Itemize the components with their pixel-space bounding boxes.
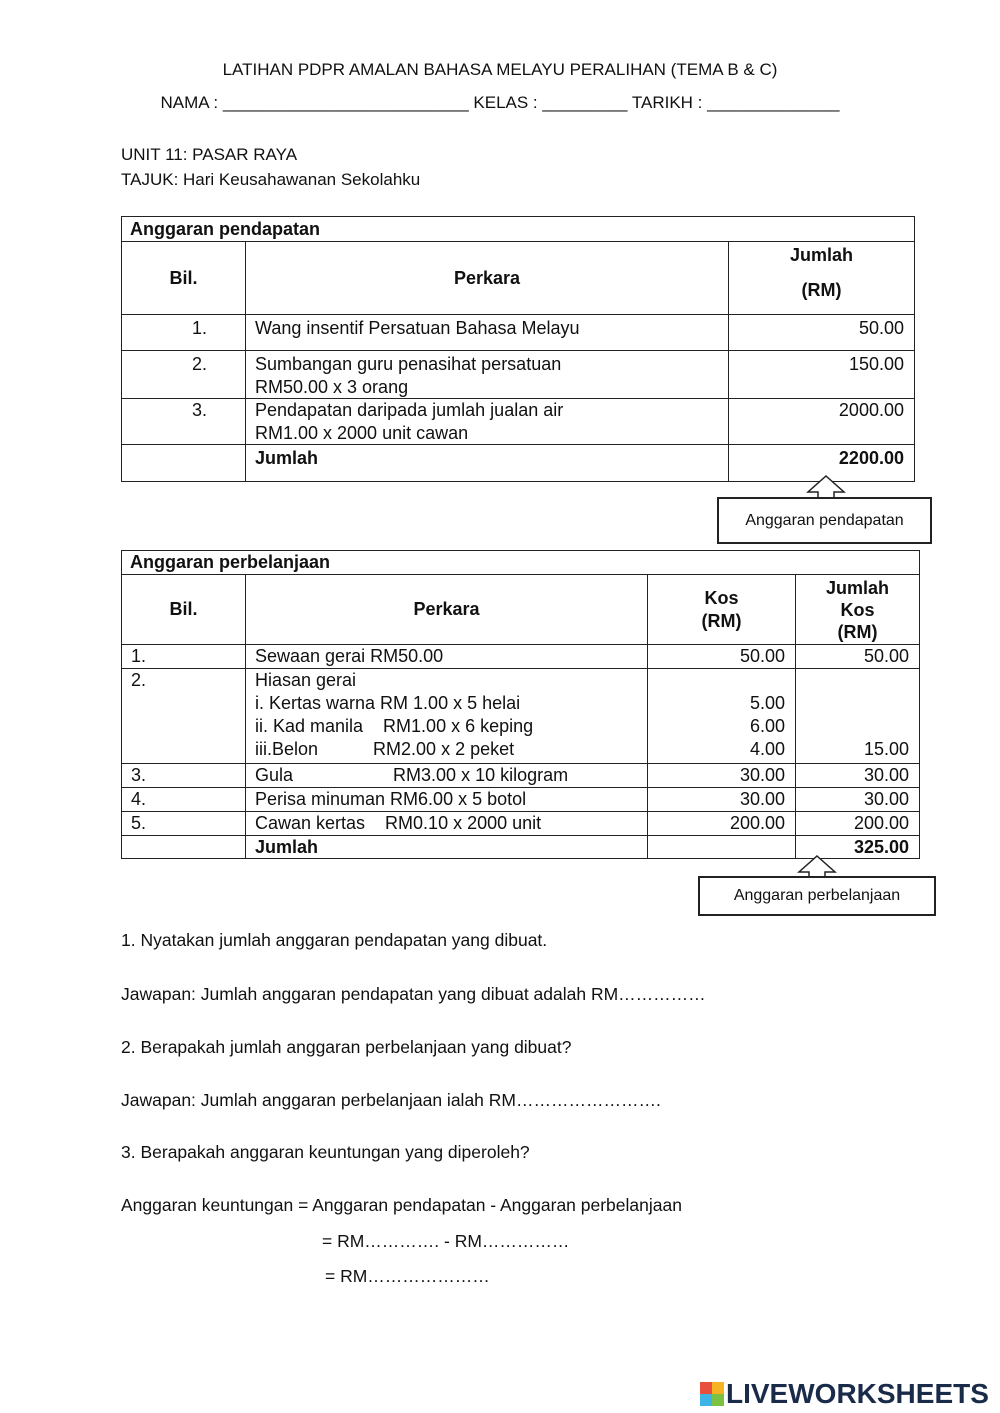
expense-row-1-kos: 50.00 [647,644,796,669]
expense-row-3-kos: 30.00 [647,763,796,788]
income-header-jumlah-line1: Jumlah [789,245,854,265]
worksheet-title: LATIHAN PDPR AMALAN BAHASA MELAYU PERALIHAN (TEMA B & C) [222,60,778,79]
expense-row-5-jumlah: 200.00 [795,811,920,836]
income-row-2-jumlah: 150.00 [728,350,915,399]
expense-row-5-bil: 5. [121,811,246,836]
income-total-label: Jumlah [245,444,729,482]
expense-row-3-jumlah: 30.00 [795,763,920,788]
name-class-date-row: NAMA : __________________________ KELAS : _________ TARIKH : ______________ [160,93,840,112]
income-header-jumlah [728,241,915,315]
expense-callout-box: Anggaran perbelanjaan [698,876,936,916]
income-callout-box: Anggaran pendapatan [717,497,932,544]
expense-total-label: Jumlah [245,835,648,859]
unit-heading: UNIT 11: PASAR RAYA [121,145,298,164]
income-row-2-perkara: Sumbangan guru penasihat persatuan RM50.00 x 3 orang [245,350,729,399]
income-header-perkara: Perkara [245,241,729,315]
income-row-1-jumlah: 50.00 [728,314,915,351]
liveworksheets-logo [700,1378,989,1410]
income-row-2-bil: 2. [121,350,246,399]
income-callout-arrow [806,475,846,499]
income-header-bil: Bil. [121,241,246,315]
expense-row-2-perkara: Hiasan gerai i. Kertas warna RM 1.00 x 5 helai ii. Kad manila RM1.00 x 6 keping iii.Belon RM2.00 x 2 peket [245,668,648,764]
topic-heading: TAJUK: Hari Keusahawanan Sekolahku [121,170,421,189]
expense-row-4-jumlah: 30.00 [795,787,920,812]
expense-total-kos-empty [647,835,796,859]
expense-row-1-perkara: Sewaan gerai RM50.00 [245,644,648,669]
expense-row-2-jumlah: 15.00 [795,668,920,764]
expense-row-2-kos: 5.00 6.00 4.00 [647,668,796,764]
question-3: 3. Berapakah anggaran keuntungan yang diperoleh? [121,1142,530,1162]
answer-1: Jawapan: Jumlah anggaran pendapatan yang dibuat adalah RM…………… [121,984,706,1004]
expense-row-3-bil: 3. [121,763,246,788]
liveworksheets-logo-text: LIVEWORKSHEETS [726,1378,989,1409]
income-row-1-perkara: Wang insentif Persatuan Bahasa Melayu [245,314,729,351]
income-row-1-bil: 1. [121,314,246,351]
expense-header-jumlah-kos: Jumlah Kos (RM) [795,574,920,645]
expense-header-bil: Bil. [121,574,246,645]
expense-row-1-bil: 1. [121,644,246,669]
question-2: 2. Berapakah jumlah anggaran perbelanjaan yang dibuat? [121,1037,572,1057]
income-total-value: 2200.00 [728,444,915,482]
profit-formula: Anggaran keuntungan = Anggaran pendapatan - Anggaran perbelanjaan [121,1195,682,1215]
income-row-3-jumlah: 2000.00 [728,398,915,445]
income-row-3-bil: 3. [121,398,246,445]
liveworksheets-mark-icon [700,1382,724,1406]
profit-formula-line-3: = RM………………… [325,1266,490,1286]
expense-row-4-bil: 4. [121,787,246,812]
expense-row-5-kos: 200.00 [647,811,796,836]
expense-row-1-jumlah: 50.00 [795,644,920,669]
income-row-3-perkara: Pendapatan daripada jumlah jualan air RM1.00 x 2000 unit cawan [245,398,729,445]
answer-2: Jawapan: Jumlah anggaran perbelanjaan ialah RM……………………. [121,1090,661,1110]
expense-table-caption: Anggaran perbelanjaan [121,550,920,575]
expense-row-2-bil: 2. [121,668,246,764]
expense-row-5-perkara: Cawan kertas RM0.10 x 2000 unit [245,811,648,836]
expense-row-4-perkara: Perisa minuman RM6.00 x 5 botol [245,787,648,812]
income-table-caption: Anggaran pendapatan [121,216,915,242]
profit-formula-line-2: = RM…………. - RM…………… [322,1231,570,1251]
income-total-empty [121,444,246,482]
question-1: 1. Nyatakan jumlah anggaran pendapatan yang dibuat. [121,930,548,950]
expense-total-empty [121,835,246,859]
expense-row-4-kos: 30.00 [647,787,796,812]
expense-header-perkara: Perkara [245,574,648,645]
expense-total-value: 325.00 [795,835,920,859]
income-header-jumlah-line2: (RM) [801,280,842,300]
expense-row-3-perkara: Gula RM3.00 x 10 kilogram [245,763,648,788]
expense-header-kos: Kos (RM) [647,574,796,645]
